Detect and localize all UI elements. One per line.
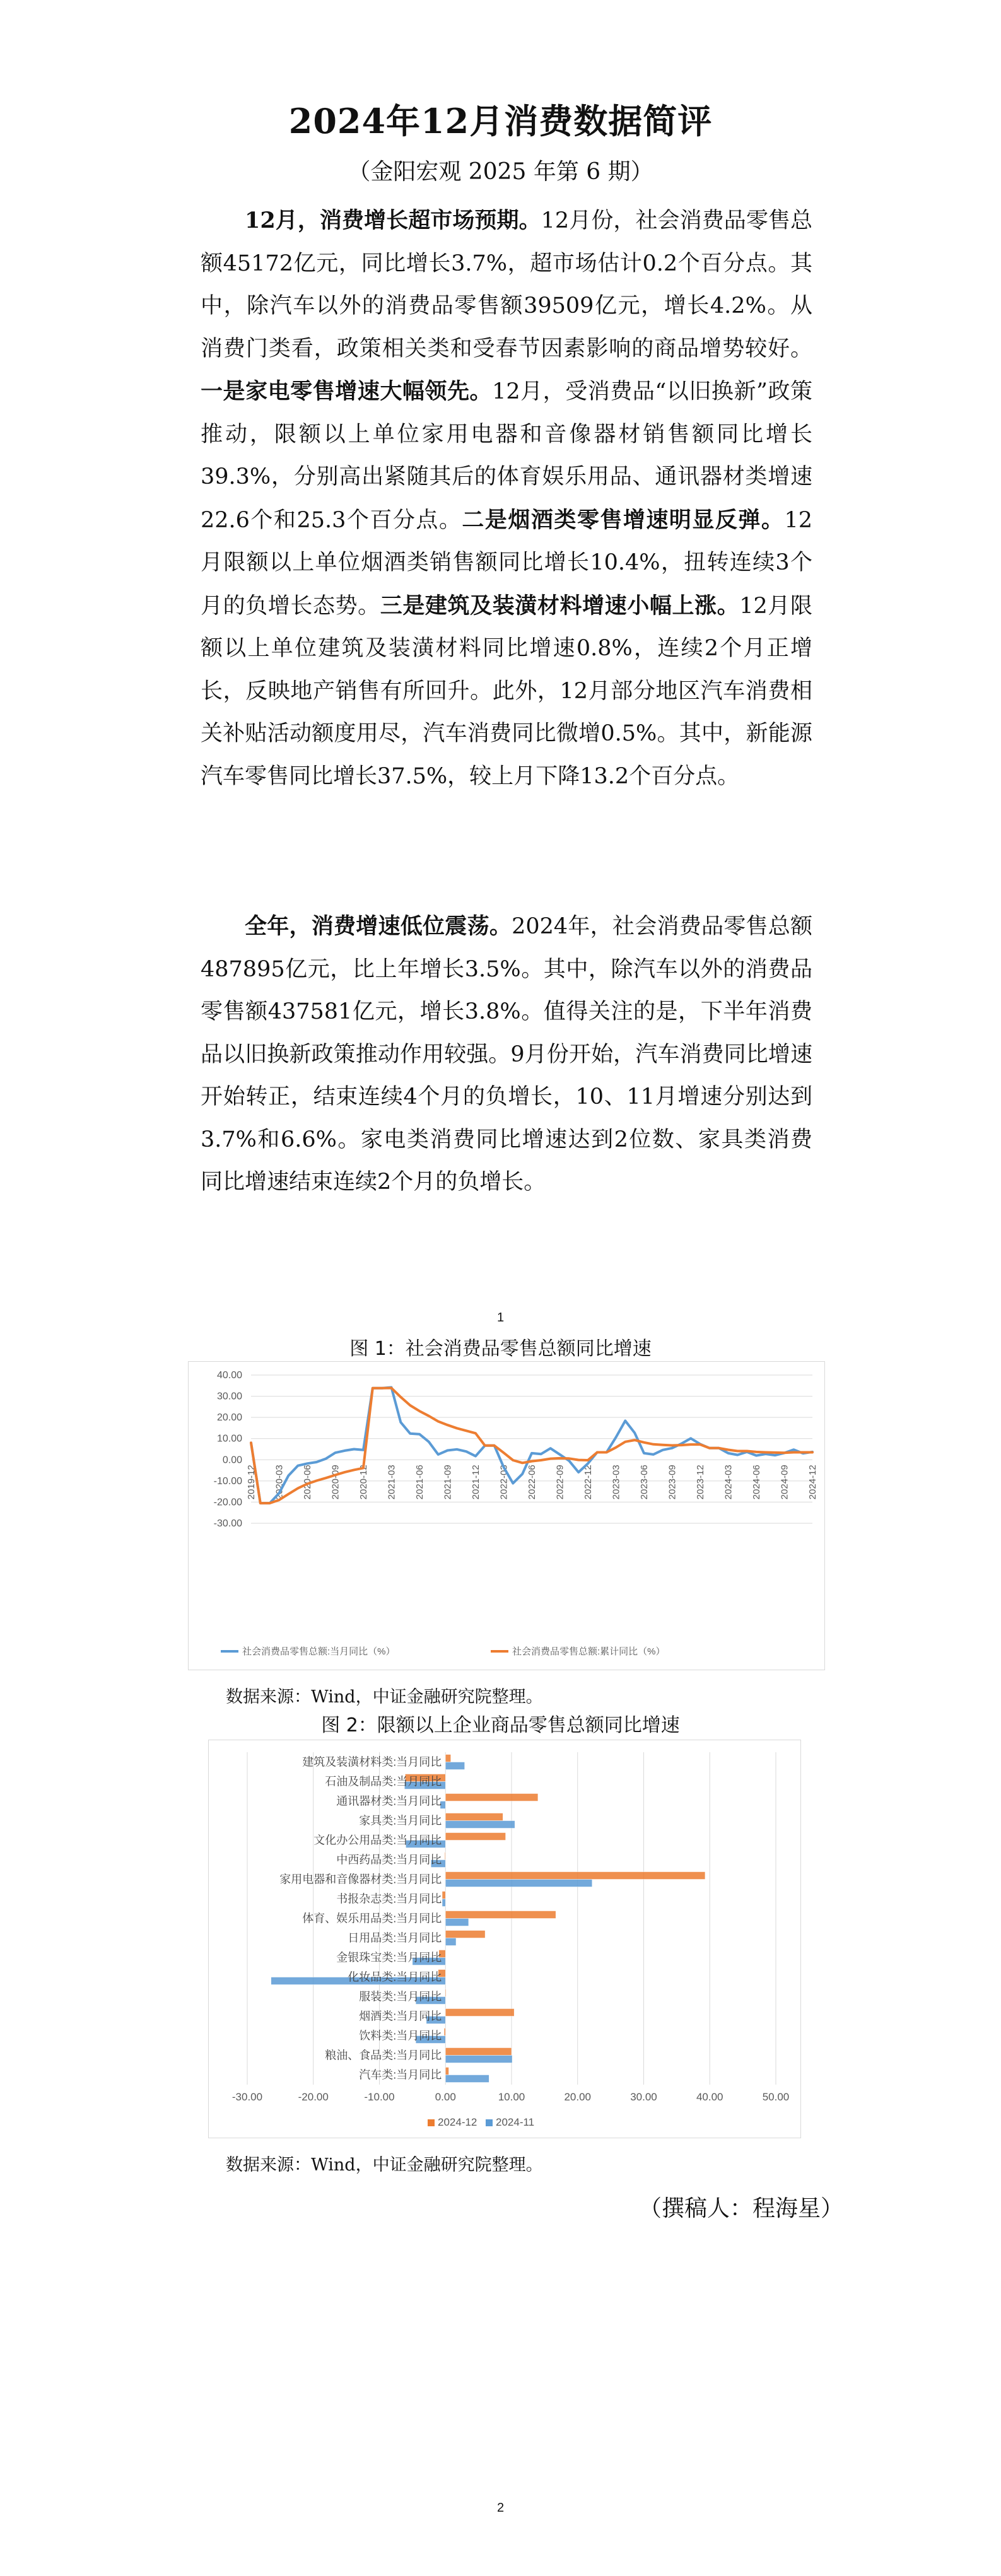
bar-2024-12-9	[445, 1931, 485, 1938]
bar-2024-12-0	[445, 1755, 450, 1762]
bar-chart	[208, 1740, 801, 2138]
x-tick-label: 2021-06	[414, 1465, 425, 1500]
category-label: 家具类:当月同比	[359, 1814, 442, 1827]
figure1-source: 数据来源：Wind，中证金融研究院整理。	[226, 1687, 543, 1707]
legend-label-monthly: 社会消费品零售总额:当月同比（%）	[242, 1646, 395, 1657]
category-label: 汽车类:当月同比	[359, 2068, 442, 2081]
paragraph-text: 12月限额以上单位烟酒类销售额同比增长10.4%，扭转连续3个月的负增长态势。	[201, 507, 812, 619]
figure2-source: 数据来源：Wind，中证金融研究院整理。	[226, 2155, 543, 2175]
x-tick-label: 2022-12	[583, 1465, 594, 1500]
legend-swatch-2024-12	[428, 2119, 435, 2126]
y-tick-label: 20.00	[216, 1412, 242, 1424]
x-tick-label: 2023-09	[667, 1465, 678, 1500]
page-subtitle: （金阳宏观 2025 年第 6 期）	[348, 159, 653, 185]
x-tick-label: 20.00	[564, 2091, 592, 2103]
bar-2024-12-8	[445, 1911, 556, 1919]
legend-label-cumulative: 社会消费品零售总额:累计同比（%）	[512, 1646, 665, 1657]
bar-2024-11-0	[445, 1762, 464, 1770]
x-tick-label: 2023-12	[695, 1465, 706, 1500]
legend-label-2024-11: 2024-11	[496, 2116, 535, 2128]
bar-2024-11-16	[445, 2075, 489, 2083]
x-tick-label: 2024-12	[807, 1465, 818, 1500]
x-tick-label: 2024-06	[751, 1465, 762, 1500]
category-label: 文化办公用品类:当月同比	[313, 1834, 442, 1847]
x-tick-label: 2021-12	[471, 1465, 481, 1500]
category-label: 化妆品类:当月同比	[348, 1970, 442, 1984]
bar-2024-12-3	[445, 1813, 503, 1821]
paragraph-text: 12月，受消费品“以旧换新”政策推动，限额以上单位家用电器和音像器材销售额同比增长39.3%，分别高出紧随其后的体育娱乐用品、通讯器材类增速22.6个和25.3个百分点。	[201, 379, 812, 533]
page-number: 2	[496, 2501, 505, 2515]
y-tick-label: -10.00	[213, 1475, 242, 1487]
paragraph-highlight: 全年，消费增速低位震荡。	[245, 913, 512, 939]
bar-2024-12-14	[444, 2029, 445, 2036]
paragraph-annual	[201, 905, 812, 1204]
x-tick-label: 2023-06	[639, 1465, 650, 1500]
x-tick-label: 2023-03	[611, 1465, 622, 1500]
bar-2024-11-3	[445, 1821, 515, 1829]
x-tick-label: 2019-12	[246, 1465, 257, 1500]
y-tick-label: 30.00	[216, 1391, 242, 1402]
bar-2024-11-15	[445, 2056, 512, 2063]
y-tick-label: 10.00	[216, 1433, 242, 1444]
legend-label-2024-12: 2024-12	[438, 2116, 477, 2128]
x-tick-label: 2024-09	[779, 1465, 790, 1500]
category-label: 金银珠宝类:当月同比	[336, 1951, 442, 1964]
y-tick-label: -20.00	[213, 1497, 242, 1508]
author-credit: （撰稿人：程海星）	[638, 2196, 843, 2222]
legend-swatch-2024-11	[486, 2119, 493, 2126]
figure1-caption: 图 1：社会消费品零售总额同比增速	[349, 1338, 652, 1360]
x-tick-label: 2020-12	[358, 1465, 369, 1500]
bar-2024-12-16	[445, 2068, 448, 2075]
bar-2024-11-7	[442, 1899, 445, 1907]
category-label: 通讯器材类:当月同比	[336, 1794, 442, 1808]
line-chart	[188, 1361, 825, 1670]
x-tick-label: 2022-03	[498, 1465, 510, 1500]
page-number: 1	[496, 1311, 505, 1325]
paragraph-highlight: 二是烟酒类零售增速明显反弹。	[462, 506, 785, 533]
paragraph-text: 2024年，社会消费品零售总额487895亿元，比上年增长3.5%。其中，除汽车以外的消费品零售额437581亿元，增长3.8%。值得关注的是，下半年消费品以旧换新政策推动作用较强。9月份开始，汽车消费同比增速开始转正，结束连续4个月的负增长，10、11月增速分别达到3.7%和6.6%。家电类消费同比增速达到2位数、家具类消费同比增速结束连续2个月的负增长。	[201, 914, 812, 1195]
x-tick-label: 40.00	[696, 2091, 723, 2103]
bar-2024-11-8	[445, 1919, 469, 1926]
x-tick-label: 2020-09	[330, 1465, 341, 1500]
x-tick-label: 2024-03	[723, 1465, 734, 1500]
chart1-frame	[189, 1362, 825, 1670]
x-tick-label: 0.00	[435, 2091, 456, 2103]
category-label: 家用电器和音像器材类:当月同比	[279, 1873, 442, 1886]
bar-2024-12-7	[442, 1892, 445, 1899]
x-tick-label: 2022-09	[554, 1465, 566, 1500]
figure2-caption: 图 2：限额以上企业商品零售总额同比增速	[321, 1714, 680, 1736]
paragraph-text: 12月份，社会消费品零售总额45172亿元，同比增长3.7%，超市场估计0.2个百分点。其中，除汽车以外的消费品零售额39509亿元，增长4.2%。从消费门类看，政策相关类和受春节因素影响的商品增势较好。	[201, 208, 812, 361]
x-tick-label: 30.00	[630, 2091, 657, 2103]
x-tick-label: -30.00	[231, 2091, 263, 2103]
bar-2024-12-15	[445, 2048, 512, 2056]
bar-2024-12-2	[445, 1794, 538, 1801]
bar-2024-11-9	[445, 1938, 456, 1946]
page-title: 2024年12月消费数据简评	[288, 101, 713, 141]
category-label: 饮料类:当月同比	[359, 2029, 442, 2042]
category-label: 石油及制品类:当月同比	[325, 1775, 442, 1788]
x-tick-label: 50.00	[762, 2091, 790, 2103]
category-label: 服装类:当月同比	[359, 1990, 442, 2003]
y-tick-label: 40.00	[216, 1370, 242, 1381]
x-tick-label: -10.00	[364, 2091, 395, 2103]
x-tick-label: 10.00	[498, 2091, 525, 2103]
y-tick-label: -30.00	[213, 1518, 242, 1529]
category-label: 日用品类:当月同比	[348, 1931, 442, 1945]
paragraph-highlight: 三是建筑及装潢材料增速小幅上涨。	[380, 592, 740, 619]
category-label: 建筑及装潢材料类:当月同比	[302, 1755, 442, 1769]
x-tick-label: 2022-06	[527, 1465, 537, 1500]
x-tick-label: 2020-06	[302, 1465, 313, 1500]
x-tick-label: 2020-03	[274, 1465, 285, 1500]
bar-2024-12-6	[445, 1872, 705, 1880]
category-label: 粮油、食品类:当月同比	[325, 2049, 442, 2062]
paragraph-highlight: 一是家电零售增速大幅领先。	[201, 378, 493, 404]
x-tick-label: 2021-09	[442, 1465, 454, 1500]
x-tick-label: -20.00	[298, 2091, 329, 2103]
category-label: 体育、娱乐用品类:当月同比	[302, 1912, 442, 1925]
paragraph-monthly	[201, 199, 812, 798]
bar-2024-11-6	[445, 1880, 592, 1887]
category-label: 书报杂志类:当月同比	[336, 1892, 442, 1906]
bar-2024-12-13	[445, 2009, 514, 2017]
y-tick-label: 0.00	[222, 1455, 242, 1466]
paragraph-highlight: 12月，消费增长超市场预期。	[245, 208, 541, 233]
x-tick-label: 2021-03	[386, 1465, 397, 1500]
category-label: 烟酒类:当月同比	[359, 2010, 442, 2023]
category-label: 中西药品类:当月同比	[336, 1853, 442, 1866]
bar-2024-12-12	[445, 1989, 446, 1997]
paragraph-text: 12月限额以上单位建筑及装潢材料同比增速0.8%，连续2个月正增长，反映地产销售有所回升。此外，12月部分地区汽车消费相关补贴活动额度用尽，汽车消费同比微增0.5%。其中，新能源汽车零售同比增长37.5%，较上月下降13.2个百分点。	[201, 593, 812, 789]
bar-2024-12-4	[445, 1833, 505, 1841]
